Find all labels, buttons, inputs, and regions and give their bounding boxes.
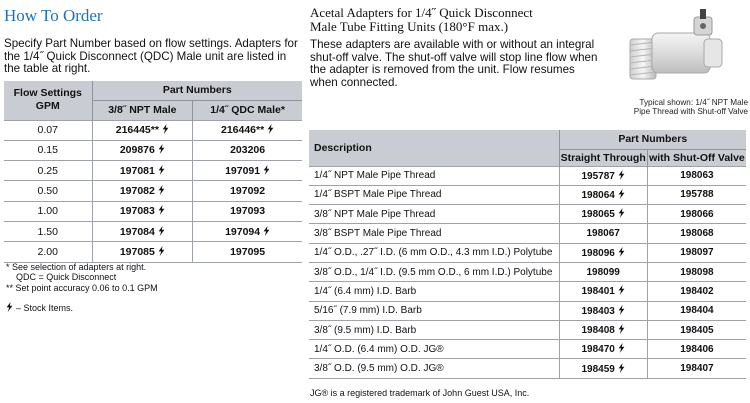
shutoff-part-number xyxy=(647,224,746,243)
straight-part-number-value: 198096 xyxy=(581,247,615,259)
straight-part-number-value: 198408 xyxy=(581,325,615,337)
lightning-bolt-icon xyxy=(618,285,625,295)
adapter-description: 3/8˝ O.D., 1/4˝ I.D. (9.5 mm O.D., 6 mm I.D.) Polytube xyxy=(309,262,559,281)
table-row xyxy=(309,359,746,378)
lightning-bolt-icon xyxy=(263,165,270,175)
adapter-description: 3/8˝ (9.5 mm) I.D. Barb xyxy=(309,320,559,339)
col-straight-through: Straight Through xyxy=(559,149,647,166)
adapter-description: 1/4˝ O.D., .27˝ I.D. (6 mm O.D., 4.3 mm I.D.) Polytube xyxy=(309,243,559,262)
adapter-description: 1/4˝ BSPT Male Pipe Thread xyxy=(309,185,559,204)
shutoff-part-number xyxy=(647,359,746,378)
adapter-description: 1/4˝ O.D. (6.4 mm) O.D. JG® xyxy=(309,340,559,359)
flow-gpm: 0.15 xyxy=(4,140,92,160)
lightning-bolt-icon xyxy=(618,343,625,353)
flow-gpm: 1.00 xyxy=(4,201,92,221)
stock-legend-text: – Stock Items. xyxy=(16,303,74,313)
shutoff-part-number-value: 198068 xyxy=(680,228,714,240)
npt-part-number xyxy=(92,140,193,160)
flow-gpm: 0.07 xyxy=(4,120,92,140)
acetal-title xyxy=(310,6,600,34)
qdc-part-number-value: 203206 xyxy=(230,144,266,157)
table-row xyxy=(309,320,746,339)
lightning-bolt-icon xyxy=(618,170,625,180)
qdc-part-number-value: 216446** xyxy=(220,124,265,137)
caption-line2: Pipe Thread with Shut-off Valve xyxy=(633,107,748,117)
qdc-part-number-value: 197092 xyxy=(230,185,266,198)
qdc-part-number xyxy=(193,120,302,140)
shutoff-part-number xyxy=(647,166,746,185)
shutoff-part-number-value: 198098 xyxy=(680,266,714,278)
qdc-part-number xyxy=(193,221,302,241)
col-flow-settings: Flow Settings GPM xyxy=(4,81,92,120)
npt-part-number xyxy=(92,161,193,181)
straight-part-number-value: 198401 xyxy=(581,286,615,298)
table-row xyxy=(4,161,302,181)
acetal-title-line2: Male Tube Fitting Units (180°F max.) xyxy=(310,19,509,34)
shutoff-part-number-value: 198407 xyxy=(680,363,714,375)
table-row xyxy=(4,201,302,221)
table-row xyxy=(4,221,302,241)
shutoff-part-number-value: 198406 xyxy=(680,343,714,355)
straight-part-number-value: 198403 xyxy=(581,305,615,317)
lightning-bolt-icon xyxy=(158,205,165,215)
adapter-description: 1/4˝ NPT Male Pipe Thread xyxy=(309,166,559,185)
lightning-bolt-icon xyxy=(618,305,625,315)
npt-part-number-value: 197083 xyxy=(119,205,155,218)
table-row xyxy=(309,301,746,320)
qdc-part-number-value: 197095 xyxy=(230,245,266,258)
qdc-part-number-value: 197091 xyxy=(225,164,261,177)
shutoff-part-number-value: 198097 xyxy=(680,247,714,259)
adapter-description: 5/16˝ (7.9 mm) I.D. Barb xyxy=(309,301,559,320)
lightning-bolt-icon xyxy=(618,189,625,199)
lightning-bolt-icon xyxy=(6,302,13,312)
shutoff-part-number xyxy=(647,262,746,281)
npt-part-number xyxy=(92,242,193,262)
how-to-order-heading: How To Order xyxy=(4,6,103,25)
shutoff-part-number xyxy=(647,185,746,204)
table-row xyxy=(309,205,746,224)
adapter-table xyxy=(309,130,746,379)
lightning-bolt-icon xyxy=(158,226,165,236)
straight-part-number xyxy=(559,282,647,301)
straight-part-number-value: 198064 xyxy=(581,189,615,201)
how-to-order-intro: Specify Part Number based on flow settings. Adapters for the 1/4˝ Quick Disconnect (QDC) Male unit are listed in the table at right. xyxy=(4,37,298,76)
npt-part-number xyxy=(92,221,193,241)
shutoff-part-number xyxy=(647,320,746,339)
npt-part-number xyxy=(92,120,193,140)
shutoff-part-number xyxy=(647,243,746,262)
shutoff-part-number-value: 198405 xyxy=(680,324,714,336)
npt-part-number-value: 197085 xyxy=(119,245,155,258)
col-description: Description xyxy=(309,130,559,166)
qdc-part-number xyxy=(193,201,302,221)
flow-gpm: 0.50 xyxy=(4,181,92,201)
table-row xyxy=(309,185,746,204)
straight-part-number-value: 198459 xyxy=(581,363,615,375)
straight-part-number xyxy=(559,359,647,378)
lightning-bolt-icon xyxy=(158,144,165,154)
lightning-bolt-icon xyxy=(618,247,625,257)
qdc-part-number xyxy=(193,161,302,181)
shutoff-part-number-value: 198066 xyxy=(680,208,714,220)
how-to-order-section xyxy=(4,6,304,76)
straight-part-number xyxy=(559,340,647,359)
col-part-numbers: Part Numbers xyxy=(92,81,302,100)
table-row xyxy=(4,181,302,201)
npt-part-number-value: 197081 xyxy=(119,164,155,177)
acetal-title-line1: Acetal Adapters for 1/4˝ Quick Disconnect xyxy=(310,5,533,20)
col-npt-male: 3/8˝ NPT Male xyxy=(92,100,193,120)
acetal-description: These adapters are available with or without an integral shut-off valve. The shut-off valve will stop line flow when the adapter is removed from the unit. Flow resumes when connected. xyxy=(310,38,598,89)
table-row xyxy=(309,262,746,281)
lightning-bolt-icon xyxy=(158,246,165,256)
trademark-note: JG® is a registered trademark of John Guest USA, Inc. xyxy=(310,388,530,398)
npt-part-number-value: 197084 xyxy=(119,225,155,238)
straight-part-number xyxy=(559,301,647,320)
npt-part-number-value: 209876 xyxy=(119,144,155,157)
table-row xyxy=(309,166,746,185)
straight-part-number-value: 198065 xyxy=(581,209,615,221)
lightning-bolt-icon xyxy=(618,208,625,218)
adapter-product-photo xyxy=(622,5,732,95)
caption-line1: Typical shown: 1/4˝ NPT Male xyxy=(639,98,748,107)
straight-part-number-value: 198470 xyxy=(581,344,615,356)
shutoff-part-number-value: 198063 xyxy=(680,170,714,182)
flow-gpm: 1.50 xyxy=(4,221,92,241)
lightning-bolt-icon xyxy=(158,185,165,195)
npt-part-number-value: 216445** xyxy=(115,124,159,137)
qdc-part-number-value: 197093 xyxy=(230,205,266,218)
straight-part-number-value: 198099 xyxy=(586,266,620,278)
straight-part-number xyxy=(559,243,647,262)
adapter-description: 3/8˝ BSPT Male Pipe Thread xyxy=(309,224,559,243)
shutoff-part-number xyxy=(647,205,746,224)
photo-caption xyxy=(612,98,748,117)
flow-gpm: 0.25 xyxy=(4,161,92,181)
col-qdc-male: 1/4˝ QDC Male* xyxy=(193,100,302,120)
qdc-part-number xyxy=(193,242,302,262)
adapter-description: 1/4˝ (6.4 mm) I.D. Barb xyxy=(309,282,559,301)
shutoff-part-number-value: 198404 xyxy=(680,305,714,317)
stock-legend xyxy=(6,302,73,313)
flow-settings-table xyxy=(4,81,302,263)
shutoff-part-number xyxy=(647,282,746,301)
lightning-bolt-icon xyxy=(267,124,274,134)
table-row xyxy=(309,243,746,262)
table-row xyxy=(309,282,746,301)
note-adapters: * See selection of adapters at right. xyxy=(6,262,147,272)
straight-part-number xyxy=(559,205,647,224)
shutoff-part-number-value: 195788 xyxy=(680,189,714,201)
qdc-part-number xyxy=(193,140,302,160)
straight-part-number-value: 195787 xyxy=(581,170,615,182)
qdc-part-number xyxy=(193,181,302,201)
lightning-bolt-icon xyxy=(618,363,625,373)
straight-part-number xyxy=(559,185,647,204)
lightning-bolt-icon xyxy=(618,324,625,334)
shutoff-part-number xyxy=(647,340,746,359)
flow-gpm: 2.00 xyxy=(4,242,92,262)
table-row xyxy=(309,340,746,359)
shutoff-part-number-value: 198402 xyxy=(680,285,714,297)
npt-part-number xyxy=(92,181,193,201)
straight-part-number-value: 198067 xyxy=(586,228,620,240)
adapter-description: 3/8˝ NPT Male Pipe Thread xyxy=(309,205,559,224)
straight-part-number xyxy=(559,262,647,281)
table-notes xyxy=(6,262,158,293)
table-row xyxy=(309,224,746,243)
table-row xyxy=(4,242,302,262)
lightning-bolt-icon xyxy=(158,165,165,175)
straight-part-number xyxy=(559,320,647,339)
table-row xyxy=(4,120,302,140)
qdc-part-number-value: 197094 xyxy=(225,225,261,238)
col-shutoff-valve: with Shut-Off Valve xyxy=(647,149,746,166)
straight-part-number xyxy=(559,224,647,243)
straight-part-number xyxy=(559,166,647,185)
lightning-bolt-icon xyxy=(162,124,169,134)
adapter-description: 3/8˝ O.D. (9.5 mm) O.D. JG® xyxy=(309,359,559,378)
npt-part-number xyxy=(92,201,193,221)
note-qdc: QDC = Quick Disconnect xyxy=(16,272,117,283)
table-row xyxy=(4,140,302,160)
col-part-numbers-adapters: Part Numbers xyxy=(559,130,746,149)
note-accuracy: ** Set point accuracy 0.06 to 0.1 GPM xyxy=(6,282,158,293)
shutoff-part-number xyxy=(647,301,746,320)
lightning-bolt-icon xyxy=(263,226,270,236)
npt-part-number-value: 197082 xyxy=(119,185,155,198)
